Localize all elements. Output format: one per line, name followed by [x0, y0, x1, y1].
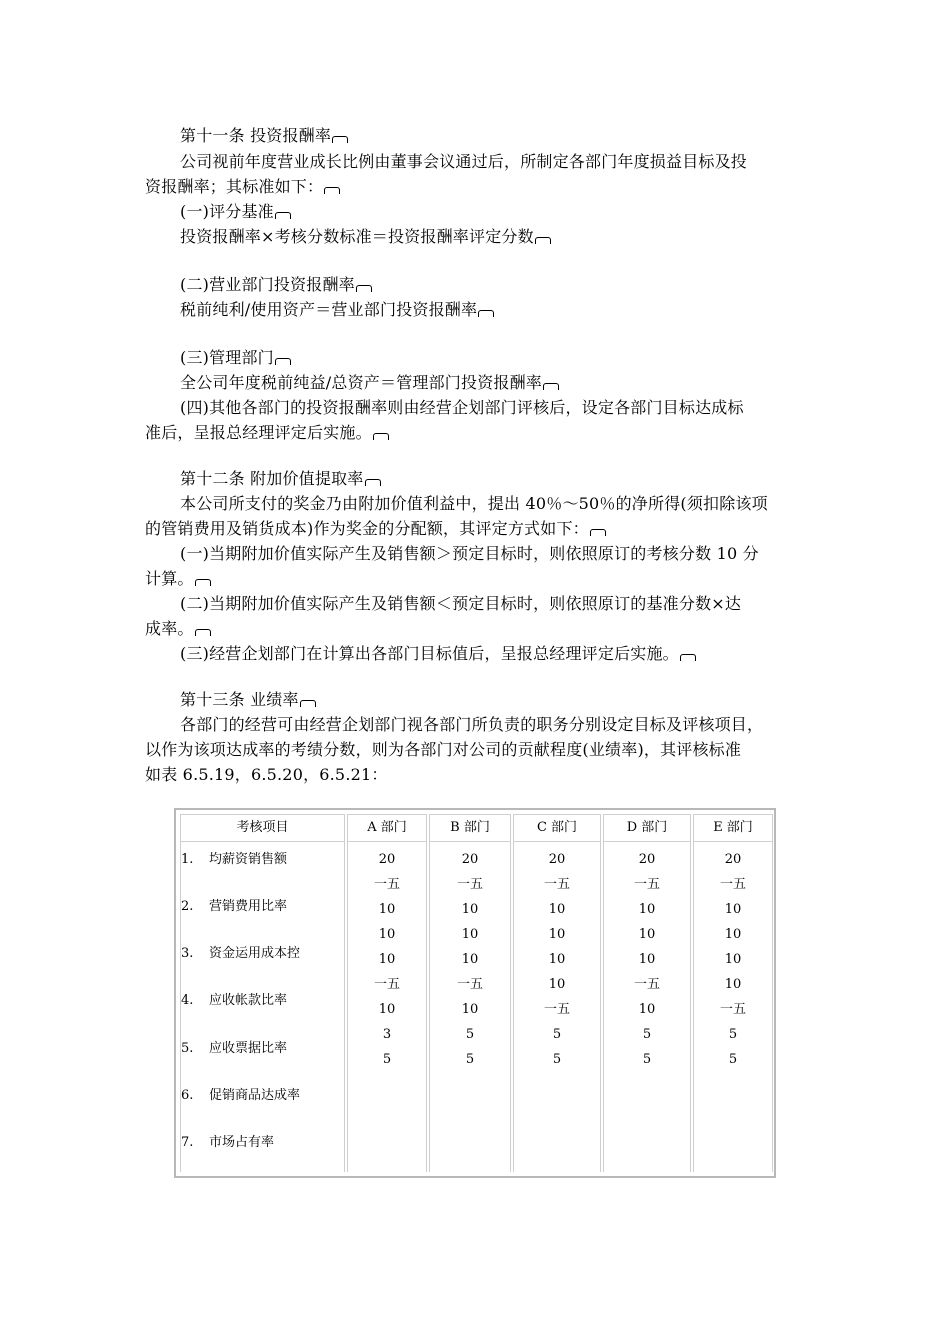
paragraph-mark-icon [535, 237, 551, 244]
cell-value: 10 [548, 927, 566, 942]
cell-value: 10 [461, 902, 479, 917]
article-12-heading: 第十二条 附加价值提取率 [180, 467, 381, 491]
cell-value: 10 [548, 902, 566, 917]
text-line: 税前纯利/使用资产＝营业部门投资报酬率 [180, 298, 494, 322]
cell-value: 10 [548, 977, 566, 992]
column-dept-e [693, 814, 773, 1172]
cell-value: 10 [378, 952, 396, 967]
text-line: 如表 6.5.19，6.5.20，6.5.21： [145, 765, 388, 784]
text-line: (三)经营企划部门在计算出各部门目标值后，呈报总经理评定后实施。 [180, 642, 696, 666]
cell-value: 一五 [543, 877, 570, 892]
text-line: 第十一条 投资报酬率 [180, 126, 332, 145]
cell-value: 一五 [719, 1002, 746, 1017]
text-line: (一)评分基准 [180, 200, 291, 224]
text-line: 投资报酬率×考核分数标准＝投资报酬率评定分数 [180, 225, 551, 249]
paragraph-mark-icon [543, 383, 559, 390]
cell-value: 10 [548, 952, 566, 967]
header-dept-d: D 部门 [604, 814, 690, 842]
text-line: 本公司所支付的奖金乃由附加价值利益中，提出 40％～50％的净所得(须扣除该项 [180, 494, 768, 513]
paragraph-mark-icon [478, 310, 494, 317]
paragraph-mark-icon [332, 136, 348, 143]
header-dept-c: C 部门 [514, 814, 600, 842]
cell-value: 10 [378, 927, 396, 942]
paragraph-mark-icon [680, 654, 696, 661]
cell-value: 一五 [373, 877, 400, 892]
text-line: 公司视前年度营业成长比例由董事会议通过后，所制定各部门年度损益目标及投 [180, 152, 748, 171]
cell-value: 5 [728, 1052, 738, 1067]
cell-value: 5 [642, 1027, 652, 1042]
text-line: 资报酬率；其标准如下： [145, 175, 340, 199]
column-items: 考核项目 1. 均薪资销售额 2. 营销费用比率 3. 资金运用成本控 4. 应收帐款比率 5. 应收票据比率 6. 促销商品达成率 7. 市场占有率 [180, 814, 345, 1172]
text-line: 全公司年度税前纯益/总资产＝管理部门投资报酬率 [180, 371, 559, 395]
cell-value: 10 [461, 927, 479, 942]
paragraph-mark-icon [365, 479, 381, 486]
paragraph-mark-icon [275, 358, 291, 365]
cell-value: 3 [382, 1027, 392, 1042]
cell-value: 10 [724, 952, 742, 967]
text-line: (一)当期附加价值实际产生及销售额＞预定目标时，则依照原订的考核分数 10 分 [180, 544, 759, 563]
cell-value: 10 [638, 927, 656, 942]
paragraph-mark-icon [195, 579, 211, 586]
article-13-heading: 第十三条 业绩率 [180, 688, 316, 712]
cell-value: 一五 [543, 1002, 570, 1017]
paragraph-mark-icon [300, 700, 316, 707]
cell-value: 一五 [633, 977, 660, 992]
text-line: 各部门的经营可由经营企划部门视各部门所负责的职务分别设定目标及评核项目， [180, 715, 764, 734]
cell-value: 10 [724, 927, 742, 942]
cell-value: 5 [382, 1052, 392, 1067]
cell-value: 5 [465, 1052, 475, 1067]
cell-value: 一五 [719, 877, 746, 892]
column-dept-a [347, 814, 427, 1172]
paragraph-mark-icon [275, 212, 291, 219]
paragraph-mark-icon [195, 629, 211, 636]
text-line: (二)当期附加价值实际产生及销售额＜预定目标时，则依照原订的基准分数×达 [180, 594, 742, 613]
cell-value: 20 [638, 852, 656, 867]
cell-value: 20 [378, 852, 396, 867]
column-dept-d [603, 814, 691, 1172]
cell-value: 10 [378, 1002, 396, 1017]
cell-value: 5 [552, 1052, 562, 1067]
cell-value: 10 [638, 902, 656, 917]
text-line: 计算。 [145, 567, 211, 591]
cell-value: 一五 [456, 977, 483, 992]
cell-value: 10 [638, 1002, 656, 1017]
paragraph-mark-icon [590, 529, 606, 536]
header-dept-e: E 部门 [694, 814, 772, 842]
column-dept-b [429, 814, 511, 1172]
header-dept-a: A 部门 [348, 814, 426, 842]
cell-value: 一五 [373, 977, 400, 992]
cell-value: 5 [728, 1027, 738, 1042]
header-dept-b: B 部门 [430, 814, 510, 842]
column-dept-c [513, 814, 601, 1172]
cell-value: 5 [552, 1027, 562, 1042]
cell-value: 20 [724, 852, 742, 867]
assessment-table [174, 808, 776, 1178]
cell-value: 10 [378, 902, 396, 917]
paragraph-mark-icon [356, 285, 372, 292]
text-line: 以作为该项达成率的考绩分数，则为各部门对公司的贡献程度(业绩率)，其评核标准 [145, 740, 742, 759]
article-11-heading [180, 124, 348, 148]
cell-value: 10 [724, 977, 742, 992]
text-line: (四)其他各部门的投资报酬率则由经营企划部门评核后，设定各部门目标达成标 [180, 398, 744, 417]
text-line: 准后，呈报总经理评定后实施。 [145, 421, 389, 445]
cell-value: 10 [461, 952, 479, 967]
cell-value: 一五 [633, 877, 660, 892]
cell-value: 20 [548, 852, 566, 867]
paragraph-mark-icon [373, 433, 389, 440]
cell-value: 一五 [456, 877, 483, 892]
text-line: 成率。 [145, 617, 211, 641]
cell-value: 10 [461, 1002, 479, 1017]
paragraph-mark-icon [324, 187, 340, 194]
cell-value: 5 [642, 1052, 652, 1067]
cell-value: 10 [638, 952, 656, 967]
text-line: (二)营业部门投资报酬率 [180, 273, 372, 297]
cell-value: 20 [461, 852, 479, 867]
text-line: 的管销费用及销货成本)作为奖金的分配额，其评定方式如下： [145, 517, 606, 541]
header-items: 考核项目 [181, 814, 344, 842]
cell-value: 5 [465, 1027, 475, 1042]
text-line: (三)管理部门 [180, 346, 291, 370]
cell-value: 10 [724, 902, 742, 917]
